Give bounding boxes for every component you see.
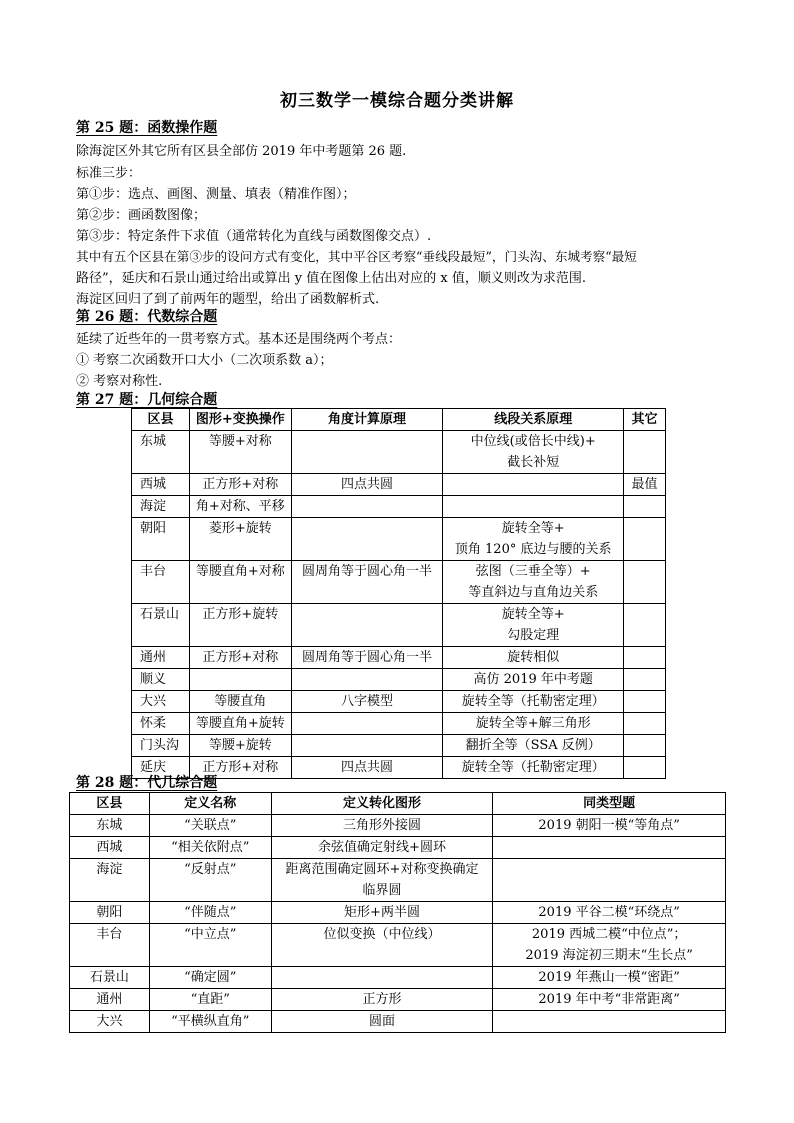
table-cell: “中立点” [149, 924, 271, 967]
s25-line-7: 海淀区回归了到了前两年的题型，给出了函数解析式. [76, 292, 380, 307]
s25-line-0: 除海淀区外其它所有区县全部仿 2019 年中考题第 26 题. [76, 144, 407, 159]
table-row [132, 691, 666, 713]
table-cell [624, 496, 666, 518]
table-cell: 2019 平谷二模“环绕点” [493, 902, 726, 924]
table-row [132, 647, 666, 669]
table-cell: “伴随点” [149, 902, 271, 924]
table-cell: 顺义 [132, 669, 190, 691]
table-row [132, 518, 666, 561]
column-header: 同类型题 [493, 793, 726, 815]
geometry-table [131, 408, 666, 779]
table-cell: “反射点” [149, 859, 271, 902]
table-row [70, 837, 726, 859]
table-cell: 四点共圆 [291, 757, 443, 779]
table-cell: 石景山 [132, 604, 190, 647]
column-header: 区县 [70, 793, 150, 815]
table-cell [291, 431, 443, 474]
table-cell: 矩形+两半圆 [271, 902, 493, 924]
table-row [132, 561, 666, 604]
table-cell: 2019 朝阳一模“等角点” [493, 815, 726, 837]
table-cell [291, 735, 443, 757]
table-header-row [132, 409, 666, 431]
table-cell: 2019 年中考“非常距离” [493, 989, 726, 1011]
table-cell: 通州 [70, 989, 150, 1011]
section-28-heading: 第 28 题：代几综合题 [76, 775, 218, 791]
column-header: 其它 [624, 409, 666, 431]
table-cell: 海淀 [70, 859, 150, 902]
table-cell: 圆面 [271, 1011, 493, 1033]
table-cell: 等腰+对称 [189, 431, 291, 474]
column-header: 区县 [132, 409, 190, 431]
table-cell [291, 518, 443, 561]
table-row [132, 713, 666, 735]
table-cell: 弦图（三垂全等）+ 等直斜边与直角边关系 [443, 561, 624, 604]
column-header: 线段关系原理 [443, 409, 624, 431]
table-cell [624, 757, 666, 779]
table-cell [493, 1011, 726, 1033]
table-cell [291, 713, 443, 735]
table-cell: 怀柔 [132, 713, 190, 735]
table-cell: 旋转全等（托勒密定理） [443, 757, 624, 779]
table-cell [493, 859, 726, 902]
s26-line-2: ② 考察对称性. [76, 374, 163, 389]
table-cell [271, 967, 493, 989]
table-cell: 正方形 [271, 989, 493, 1011]
definition-table [69, 792, 726, 1033]
table-cell: 石景山 [70, 967, 150, 989]
table-cell [443, 474, 624, 496]
table-cell: 2019 西城二模“中位点”； 2019 海淀初三期末“生长点” [493, 924, 726, 967]
table-cell [291, 604, 443, 647]
table-cell: 高仿 2019 年中考题 [443, 669, 624, 691]
table-cell [291, 669, 443, 691]
table-cell: 位似变换（中位线） [271, 924, 493, 967]
table-row [70, 967, 726, 989]
section-27-heading: 第 27 题：几何综合题 [76, 392, 218, 408]
table-cell: 旋转全等+ 顶角 120° 底边与腰的关系 [443, 518, 624, 561]
s25-line-5: 其中有五个区县在第③步的设问方式有变化，其中平谷区考察“垂线段最短”，门头沟、东城考察“最短 [76, 249, 637, 264]
table-cell: 丰台 [132, 561, 190, 604]
table-row [70, 924, 726, 967]
table-cell [443, 496, 624, 518]
table-cell: 旋转全等+ 勾股定理 [443, 604, 624, 647]
s25-line-2: 第①步：选点、画图、测量、填表（精准作图）； [76, 187, 356, 202]
table-cell: 通州 [132, 647, 190, 669]
table-cell [624, 604, 666, 647]
table-cell [624, 431, 666, 474]
table-cell [189, 669, 291, 691]
table-cell: “关联点” [149, 815, 271, 837]
table-header-row [70, 793, 726, 815]
table-cell [624, 691, 666, 713]
table-cell: 西城 [70, 837, 150, 859]
table-cell: 余弦值确定射线+圆环 [271, 837, 493, 859]
table-cell: 等腰+旋转 [189, 735, 291, 757]
table-row [70, 815, 726, 837]
table-row [132, 735, 666, 757]
table-cell: 西城 [132, 474, 190, 496]
table-cell: 四点共圆 [291, 474, 443, 496]
page-title: 初三数学一模综合题分类讲解 [280, 91, 514, 111]
section-26-heading: 第 26 题：代数综合题 [76, 309, 218, 325]
column-header: 定义名称 [149, 793, 271, 815]
table-cell: “相关依附点” [149, 837, 271, 859]
table-cell: 延庆 [132, 757, 190, 779]
table-cell: 正方形+对称 [189, 647, 291, 669]
table-cell [624, 518, 666, 561]
table-cell [624, 735, 666, 757]
table-cell [624, 561, 666, 604]
table-cell: “直距” [149, 989, 271, 1011]
table-cell: 旋转全等+解三角形 [443, 713, 624, 735]
table-cell: 翻折全等（SSA 反例） [443, 735, 624, 757]
table-cell: 旋转全等（托勒密定理） [443, 691, 624, 713]
s25-line-6: 路径”，延庆和石景山通过给出或算出 y 值在图像上估出对应的 x 值，顺义则改为求范围. [76, 271, 586, 286]
table-cell: 大兴 [132, 691, 190, 713]
table-cell: 旋转相似 [443, 647, 624, 669]
table-cell: 正方形+旋转 [189, 604, 291, 647]
table-row [70, 902, 726, 924]
table-cell: 东城 [132, 431, 190, 474]
section-25-heading: 第 25 题：函数操作题 [76, 120, 218, 136]
s25-line-1: 标准三步： [76, 166, 142, 181]
table-row [132, 604, 666, 647]
s25-line-4: 第③步：特定条件下求值（通常转化为直线与函数图像交点）. [76, 229, 432, 244]
table-row [132, 669, 666, 691]
table-cell: 距离范围确定圆环+对称变换确定 临界圆 [271, 859, 493, 902]
s26-line-0: 延续了近些年的一贯考察方式。基本还是围绕两个考点： [76, 332, 402, 347]
table-cell [493, 837, 726, 859]
table-cell: 等腰直角+旋转 [189, 713, 291, 735]
table-cell: “确定圆” [149, 967, 271, 989]
table-cell: “平横纵直角” [149, 1011, 271, 1033]
table-cell: 海淀 [132, 496, 190, 518]
table-cell: 最值 [624, 474, 666, 496]
table-cell [624, 669, 666, 691]
table-cell: 2019 年燕山一模“密距” [493, 967, 726, 989]
table-cell [291, 496, 443, 518]
table-row [70, 989, 726, 1011]
table-row [70, 1011, 726, 1033]
column-header: 角度计算原理 [291, 409, 443, 431]
table-cell: 门头沟 [132, 735, 190, 757]
column-header: 定义转化图形 [271, 793, 493, 815]
s25-line-3: 第②步：画函数图像； [76, 208, 207, 223]
table-cell: 东城 [70, 815, 150, 837]
table-row [70, 859, 726, 902]
table-cell: 菱形+旋转 [189, 518, 291, 561]
table-cell [624, 713, 666, 735]
table-cell: 朝阳 [70, 902, 150, 924]
table-cell: 大兴 [70, 1011, 150, 1033]
table-cell: 圆周角等于圆心角一半 [291, 647, 443, 669]
table-cell: 八字模型 [291, 691, 443, 713]
table-cell: 等腰直角 [189, 691, 291, 713]
table-cell: 圆周角等于圆心角一半 [291, 561, 443, 604]
table-cell: 朝阳 [132, 518, 190, 561]
table-row [132, 431, 666, 474]
column-header: 图形+变换操作 [189, 409, 291, 431]
table-cell: 角+对称、平移 [189, 496, 291, 518]
table-cell: 三角形外接圆 [271, 815, 493, 837]
table-cell: 丰台 [70, 924, 150, 967]
table-row [132, 496, 666, 518]
s26-line-1: ① 考察二次函数开口大小（二次项系数 a）； [76, 353, 333, 368]
table-cell: 正方形+对称 [189, 757, 291, 779]
table-cell: 中位线(或倍长中线)+ 截长补短 [443, 431, 624, 474]
table-cell: 等腰直角+对称 [189, 561, 291, 604]
table-row [132, 474, 666, 496]
table-cell: 正方形+对称 [189, 474, 291, 496]
table-cell [624, 647, 666, 669]
